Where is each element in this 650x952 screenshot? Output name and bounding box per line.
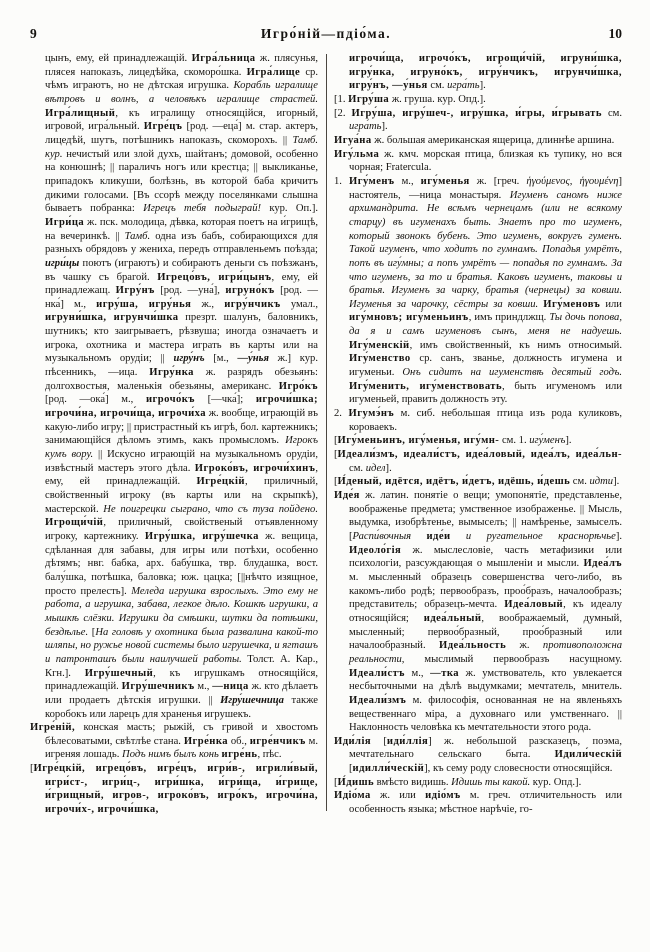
page-header <box>30 26 622 42</box>
text-run: м. мысленный образецъ совершенства чего-либо, въ какомъ-либо родѣ; первообразъ, проо́бразъ, началообразъ; представитель; образецъ-мечта. <box>349 571 622 611</box>
text-run: м., <box>194 681 213 693</box>
text-run: ср. санъ, званье, должность игумена и игуменьи. <box>349 353 622 379</box>
text-run: Не поигрецки сыграно, что съ туза пойдено. <box>103 503 318 515</box>
text-run: ж. пск. молодица, дѣвка, которая поетъ на и́грищѣ, на вечеринкѣ. || <box>45 216 318 242</box>
entry-paragraph <box>334 434 622 448</box>
text-run: м. игреняя лошадь. <box>45 735 318 761</box>
text-run: Игу́меньинъ, игу́менья, игу́мн- <box>337 435 500 447</box>
text-run: , воображаемый, думный, мысленный; первоо́бразный, проо́бразный или началообразный. <box>349 612 622 652</box>
text-run: ж. [греч. <box>469 175 527 187</box>
text-run: Игу́менъ <box>349 175 395 187</box>
text-run: [род. —нка́] м., <box>45 285 318 310</box>
text-run: Игру́нъ <box>115 285 155 297</box>
text-run: ], къ сему роду словесности относящійся. <box>424 763 613 775</box>
text-run: Игумэ́нъ <box>348 408 395 420</box>
text-run: Тамб. <box>124 230 151 242</box>
text-run: игре́нчикъ <box>249 735 306 747</box>
text-run: ]. <box>385 462 392 474</box>
entry-paragraph <box>334 489 622 735</box>
text-run: ж. латин. понятіе о вещи; умопонятіе, представленье, воображенье предмета; умственное изображенье. || Мысль, выдумка, изобрѣтенье, вымыселъ; || намѣренье, замыселъ. [ <box>349 490 622 542</box>
text-run: Игре́нка <box>183 735 228 747</box>
text-run: поютъ (играютъ) и собираютъ деньги съ поѣзжанъ, въ чашку съ брагой. <box>45 257 318 283</box>
text-run: умал., <box>280 298 318 310</box>
text-run: ж.] кур. пѣсенникъ, —ица. <box>45 353 318 379</box>
entry-paragraph <box>334 776 622 790</box>
text-run: игра́ть <box>447 80 480 92</box>
text-run: игруни́шка, игрунчи́шка <box>45 312 179 324</box>
right-page-number: 10 <box>608 26 622 41</box>
column-divider-rule <box>326 54 327 811</box>
text-run: иде́и <box>426 530 451 542</box>
page-body <box>30 52 622 817</box>
text-run: ж. <box>506 640 543 652</box>
text-run: ж. кмч. морская птица, близкая къ тупику, но вся чорная; Fratercula. <box>349 148 622 174</box>
text-run: Толст. А. Кар., Кгн.]. <box>45 653 318 679</box>
text-run: игру́ша, игру́нья <box>96 298 192 310</box>
text-run: идилли́ческій <box>352 763 425 775</box>
text-run: Меледа игрушка взрослыхъ. Это ему не работа, а игрушка, забава, легкое дѣло. Кошкѣ игрушки, а мышкѣ слёзки. Игрушки да смѣшки, шутки да потѣшки, бездѣлье. <box>45 585 318 638</box>
text-run: м., <box>404 667 431 679</box>
text-run: ] ж. небольшой разсказецъ, поэма, мечтательнаго сельскаго быта. <box>349 735 622 761</box>
entry-paragraph <box>334 134 622 148</box>
text-run: игу́менъ <box>529 435 566 447</box>
text-run: идіо́мъ <box>425 790 461 802</box>
entry-paragraph <box>334 475 622 489</box>
text-run: [2. <box>334 107 352 119</box>
text-run: Игро́къ <box>278 380 318 392</box>
entry-paragraph <box>334 448 622 475</box>
text-run: ж. или <box>370 790 426 802</box>
text-run: ]. <box>381 121 388 133</box>
text-run: Идеа́лъ <box>583 558 622 570</box>
entry-paragraph <box>334 735 622 776</box>
text-run: [ <box>349 763 353 775</box>
text-run: игруно́къ <box>225 285 275 297</box>
text-run: На головѣ у охотника была развалина какой-то шляпы, но ружье новой системы было игрушечка, и ягташъ и патронташъ были наилучшей работы. <box>45 626 318 665</box>
text-run: Корабль игралище вѣтровъ и волнъ, а человѣкъ игралище страстей. <box>45 80 319 105</box>
text-run: ] настоятель, —ница монастыря. <box>349 175 623 201</box>
text-run: ж. мыслесловіе, часть метафизики или психологіи, разсуждающая о мышленіи и мысли. <box>349 544 622 570</box>
text-run: Игру́шечница <box>220 694 284 706</box>
text-run: Ты дочь попова, да я и самъ игуменовъ сынъ, меня не надуешь. <box>349 312 622 338</box>
text-run: Игру́шка, игру́шечка <box>144 530 259 542</box>
text-run: Игру́ша, игру́шеч-, игру́шка, и́гры, и́грывать <box>351 107 602 119</box>
entry-paragraph <box>334 175 622 407</box>
text-run: Тамб. кур. <box>45 134 318 160</box>
text-run: игрочи́ща, игрочо́къ, игрощи́чій, игруни́шка, игру́нка, игруно́къ, игру́нчикъ, игрунчи́шка, игру́нъ, —у́нья <box>349 53 622 92</box>
text-run: Идеа́ловый <box>504 599 564 611</box>
text-run: Игуменъ саномъ ниже архимандрита. Не всѣмъ чернецамъ (или не всякому старцу) въ игуменахъ быть. Знаетъ про то игуменъ, который звонокъ бубенъ. Это игуменъ, вокругъ гуменъ. Такой игуменъ, что ходитъ по гумнамъ. Попадья умрётъ, попъ въ игу́мны; а попъ умрётъ — попадья по гумнамъ. За что игуменъ, за то и братья. Каковъ игуменъ, таковы и братья. Игуменъ за чарку, братья (чернецы) за ковши. Игуменья за чарочку, сёстры за ковши. <box>349 189 622 310</box>
text-run: ж. большая американская ящерица, длиннѣе аршина. <box>371 134 615 146</box>
text-run: идел <box>365 462 386 474</box>
text-run: игри́цы <box>45 257 80 269</box>
text-run: презрт. шалунъ, баловникъ, шутникъ; кто заигрываетъ, рѣзвуша; иногда означаетъ и игрока, охотника и мастера играть въ карты или на музыкальномъ орудіи; || <box>45 312 319 365</box>
text-run: и ругательное краснорѣчье <box>450 530 616 542</box>
left-page-number: 9 <box>30 26 37 41</box>
text-run: Идеа́льность <box>439 640 507 652</box>
text-run: , быть игуменомъ или игуменьей, править должность эту. <box>349 380 622 406</box>
text-run: Идеали́стъ <box>349 667 405 679</box>
text-run: Игру́шечникъ <box>121 681 195 693</box>
text-run: 2. <box>334 408 349 420</box>
text-run: [ <box>334 476 338 488</box>
text-run: ж. умствователь, кто увлекается несбыточными на дѣлѣ выдумками; мечтатель, мнитель. <box>349 667 622 693</box>
text-run: Игру́нка <box>149 367 194 379</box>
text-run: , ему, ей принадлежащ. <box>45 271 318 297</box>
text-run: [ <box>88 626 96 638</box>
text-run: Иде́я <box>334 490 360 501</box>
text-run: м. философія, основанная не на явленьяхъ вещественнаго міра, а духовнаго или умственнаго. || Наклонность человѣка къ мечтательности этого рода. <box>349 694 622 734</box>
text-run: [ <box>334 776 338 788</box>
entry-paragraph <box>334 789 622 816</box>
text-run: —тка <box>430 667 459 679</box>
continuation-paragraph <box>30 52 318 721</box>
text-run: конская масть; рыжій, съ гривой и хвостомъ бѣлесоватыми, свѣтлѣе стана. <box>45 722 318 747</box>
text-run: Идіо́ма <box>334 790 371 802</box>
text-run: Распи́вочныя <box>352 530 427 542</box>
text-run: Идеали́змъ <box>349 694 407 706</box>
text-run: Игре́цкій <box>196 476 245 488</box>
text-run: см. <box>427 80 448 92</box>
text-run: [род. —ока́] м., <box>45 394 146 406</box>
text-run: игру́нъ <box>173 353 205 365</box>
text-run: мыслимый первообразъ насущному. <box>404 653 622 665</box>
text-run: м. греч. отличительность или особенность языка; мѣстное нарѣчіе, го- <box>349 790 622 816</box>
text-run: Игри́ца <box>45 216 85 228</box>
text-run: ж., <box>191 298 225 310</box>
text-run: см. 1. <box>499 435 530 447</box>
text-run: , приличный, свойственный игроку (въ карты или на скрыпкѣ), мастерской. <box>45 476 318 515</box>
text-run: или <box>600 298 622 310</box>
text-run: Игрокъ кумъ вору. <box>45 435 318 461</box>
text-run: [м., <box>204 353 238 365</box>
text-run: м. сиб. небольшая птица изъ рода куликовъ, короваекъ. <box>349 408 622 433</box>
text-run: Идили́ческій <box>554 749 622 761</box>
text-run: , приличный, свойственый отъявленному игроку, картежнику. <box>45 517 318 542</box>
text-run: —ница <box>212 681 249 693</box>
text-run: [1. <box>334 93 349 105</box>
text-run: ἡγούμενος, ἡγουμένη <box>526 175 619 187</box>
text-run: нечистый или злой духъ, шайтанъ; домовой, особенно на конюшнѣ; || параличъ ногъ или крестца; || выкликанье, припадокъ кликуши, болѣзнь, въ которой баба кричитъ дикими голосами. [Въ ссорѣ между поселянками слышна бываетъ побранка: <box>45 148 318 215</box>
text-run: ж. разрядъ обезьянъ: долгохвостыя, маленькія обезьяны, американс. <box>45 367 318 392</box>
continuation-paragraph <box>334 52 622 93</box>
text-run: [род. —уна́], <box>154 285 226 297</box>
text-run: [—чка́]; <box>194 394 256 406</box>
entry-paragraph <box>334 407 622 434</box>
text-run: игрочо́къ <box>145 394 195 406</box>
text-run: кур. Оп.]. <box>261 203 318 215</box>
text-run: цынъ, ему, ей принадлежащій. <box>45 53 192 64</box>
text-run: , ему, ей принадлежащій. <box>45 462 318 488</box>
text-run: , имъ приндлжщ. <box>468 312 550 324</box>
text-run: Игроко́въ, игрочи́хинъ <box>194 462 316 474</box>
text-run: Иди́лія <box>334 735 372 747</box>
text-run: одна изъ бабъ, собирающихся для разныхъ обрядовъ у жениха, передъ отправленьемъ поѣзда; <box>45 230 318 256</box>
text-run: Игру́ша <box>348 93 390 105</box>
text-run: Игу́менить, игу́менствовать <box>349 380 503 392</box>
text-run: И́дишь <box>337 776 375 788</box>
text-run: см. <box>570 476 590 488</box>
text-run: [ <box>334 449 338 461</box>
text-run: Подъ нимъ былъ конь <box>122 749 222 761</box>
text-run: [род. —еца́] м. стар. актеръ, лицедѣй, шутъ, потѣшникъ напоказъ, скоморохъ. || <box>45 121 319 146</box>
text-run: Игра́льница <box>191 53 256 64</box>
entry-paragraph <box>334 148 622 175</box>
text-run: об., <box>227 735 250 747</box>
text-run: игу́менья <box>420 175 470 187</box>
left-column <box>30 52 318 817</box>
text-run: ж. вещица, сдѣланная для забавы, для игры или потѣхи, особенно дѣтямъ; нвг. бабка, арх. бабу́шка, твр. блудашка, вост. балу́шка, потѣшка, баловка; юж. цацка; [||нѣчто изящное, просто прелесть]. <box>45 530 318 597</box>
entry-paragraph <box>30 721 318 762</box>
text-run: [ <box>371 735 387 747</box>
text-run: —у́нья <box>237 353 269 365</box>
text-run: Игре́цкій, игрецо́въ, игре́цъ, игри́в-, игрили́вый, игри́ст-, игри́ц-, игри́шка, и́гри́ща, и́грище, и́грищный, игров-, игроко́въ, игро́къ, игрочи́на, игрочи́х-, игрочи́шка, <box>33 763 318 816</box>
entry-paragraph <box>30 762 318 817</box>
text-run: Идеали́змъ, идеали́стъ, идеа́ловый, идеа́лъ, идеа́льн- <box>337 449 622 461</box>
text-run: , къ игрушкамъ относящійся, принадлежащій. <box>45 667 318 693</box>
text-run: игру́нчикъ <box>224 298 281 310</box>
text-run: ]. <box>565 435 572 447</box>
text-run: Игрощи́чій <box>45 517 104 529</box>
entry-paragraph <box>334 107 622 134</box>
text-run: [ <box>30 763 34 775</box>
text-run: игра́ть <box>349 121 382 133</box>
text-run: Игу́меновъ <box>543 298 601 310</box>
text-run: Игру́шечный <box>84 667 154 679</box>
text-run: [ <box>334 435 338 447</box>
text-run: || Искусно играющій на музыкальномъ орудіи, извѣстный мастеръ этого дѣла. <box>45 449 318 474</box>
text-run: Игра́лищный <box>45 107 116 119</box>
text-run: идеа́льный <box>423 612 482 624</box>
text-run: Идеоло́гія <box>349 544 402 556</box>
text-run: ж. груша. кур. Опд.]. <box>389 93 486 105</box>
text-run: игу́мновъ; игу́меньинъ <box>349 312 469 324</box>
text-run: Игра́лище <box>246 66 301 78</box>
text-run: ж. кто дѣлаетъ или продаетъ дѣтскія игрушки. || <box>45 681 318 706</box>
text-run: , имъ свойственный, къ нимъ относимый. <box>409 339 622 351</box>
text-run: кур. Опд.]. <box>530 776 582 788</box>
running-title: Игро́ній—пдіо́ма. <box>260 26 392 41</box>
text-run: , пѣс. <box>257 749 282 761</box>
text-run: ]. <box>479 80 486 92</box>
entry-paragraph <box>334 93 622 107</box>
text-run: Игу́менскій <box>349 339 410 351</box>
text-run: вмѣсто видишь. <box>374 776 452 788</box>
text-run: м., <box>394 175 421 187</box>
text-run: ]. <box>613 476 620 488</box>
text-run: Игрецъ тебя подыграй! <box>143 203 262 215</box>
text-run: ж. вообще, играющій въ какую-либо игру; || пристрастный къ игрѣ, бол. картежникъ; занимающійся дѣломъ этимъ, какъ промысломъ. <box>45 408 318 447</box>
text-run: см. <box>601 107 623 119</box>
text-run: игре́нь <box>221 749 258 761</box>
text-run: Игрецо́въ, игри́цынъ <box>157 271 272 283</box>
text-run: Онъ сидитъ на игуменствѣ десятый годъ. <box>402 367 622 379</box>
text-run: Игуа́на <box>334 134 372 146</box>
text-run: см. <box>349 462 366 474</box>
text-run: , къ игралищу относящійся, игорный, игровой, игра́льный. <box>45 107 318 133</box>
text-run: идти <box>589 476 614 488</box>
text-run: игрочи́шка; игрочи́на, игрочи́ща, игрочи́ха <box>45 394 318 420</box>
text-run: Игре́ній, <box>30 722 76 734</box>
text-run: ж. плясунья, плясея напоказъ, лицедѣйка, скоморо́шка. <box>45 53 318 78</box>
text-run: также коробокъ или ларецъ для храненья игрушекъ. <box>45 694 319 720</box>
text-run: иди́ллія <box>386 735 429 747</box>
text-run: Игре́цъ <box>143 121 183 133</box>
text-run: Игу́льма <box>334 148 380 160</box>
text-run: противоположна реальности, <box>349 640 623 665</box>
right-column <box>334 52 622 817</box>
text-run: Игу́менство <box>349 353 411 365</box>
text-run: ср. чѣмъ играютъ, но не дѣтская игрушка. <box>45 66 318 92</box>
text-run: И́деный, идётся, идётъ, и́детъ, идёшь, и́дешь <box>337 476 571 488</box>
text-run: , къ идеалу относящійся; <box>349 599 622 624</box>
text-run: ]. <box>615 530 622 542</box>
text-run: 1. <box>334 175 349 187</box>
text-run: Идишь ты какой. <box>451 776 531 788</box>
